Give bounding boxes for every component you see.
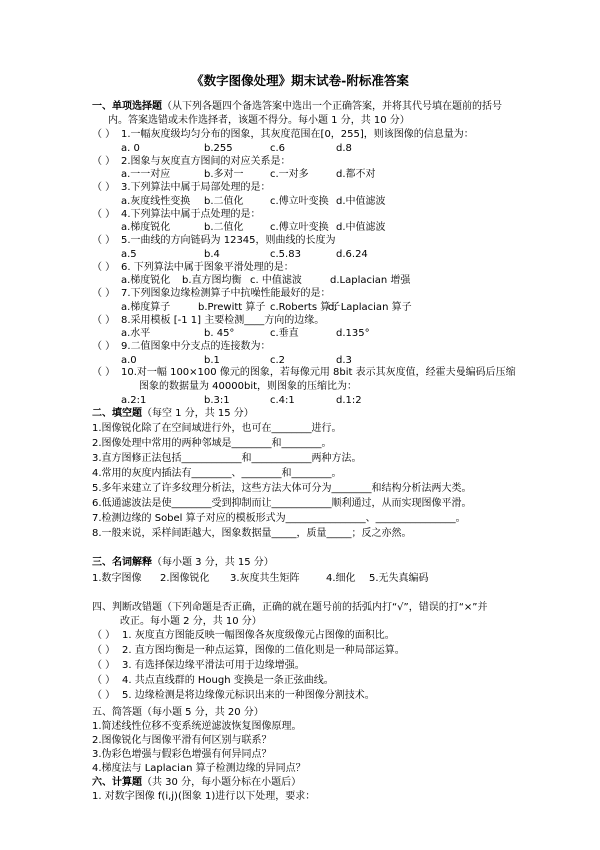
mcq-option: a.灰度线性变换 [121, 195, 191, 207]
term-2: 2.图像锐化 [160, 573, 210, 584]
fill-line-4: 4.常用的灰度内插法有________、________和________。 [92, 468, 342, 479]
mcq-question-text: 8.采用模板 [-1 1] 主要检测____方向的边缘。 [121, 314, 325, 326]
section-1-header [92, 100, 502, 114]
tf-answer-paren[interactable]: （ ） [92, 645, 116, 656]
mcq-option: d.135° [336, 328, 370, 339]
q10-option-c: c.4:1 [270, 395, 295, 406]
section-6-title: 六、计算题 [92, 777, 142, 788]
section-3-header [92, 556, 274, 570]
tf-answer-paren[interactable]: （ ） [92, 675, 116, 686]
short-answer-4: 4.梯度法与 Laplacian 算子检测边缘的异同点？ [92, 763, 306, 774]
section-6-header [92, 776, 301, 790]
section-2-desc: （每空 1 分，共 15 分） [142, 408, 254, 419]
mcq-option: a. 0 [121, 142, 140, 154]
mcq-option: b.1 [204, 354, 220, 366]
mcq-option: d.中值滤波 [336, 195, 386, 207]
fill-line-8: 8.一般来说，采样间距越大，图象数据量_____，质量_____；反之亦然。 [92, 528, 412, 539]
tf-answer-paren[interactable]: （ ） [92, 630, 116, 641]
section-4-desc-line2: 改正。每小题 2 分，共 10 分） [120, 616, 262, 627]
section-1-desc-line1: （从下列各题四个备选答案中选出一个正确答案，并将其代号填在题前的括号 [162, 101, 502, 112]
mcq-option: b.二值化 [204, 195, 244, 207]
tf-answer-paren[interactable]: （ ） [92, 690, 116, 701]
term-1: 1.数字图像 [92, 573, 142, 584]
section-4-desc-line1: （下列命题是否正确，正确的就在题号前的括弧内打“√”，错误的打“×”并 [162, 602, 488, 613]
tf-statement: 4. 共点直线群的 Hough 变换是一条正弦曲线。 [122, 675, 334, 686]
mcq-option: c.6 [270, 142, 286, 154]
q10-option-d: d.1:2 [336, 395, 362, 406]
short-answer-1: 1.简述线性位移不变系统逆滤波恢复图像原理。 [92, 721, 302, 732]
mcq-answer-paren[interactable]: （ ） [92, 182, 116, 193]
mcq-answer-paren[interactable]: （ ） [92, 155, 116, 167]
tf-statement: 2. 直方图均衡是一种点运算，图像的二值化则是一种局部运算。 [122, 645, 405, 656]
section-6-desc: （共 30 分，每小题分标在小题后） [142, 777, 302, 788]
mcq-option: b. 45° [204, 328, 235, 339]
mcq-option: d.8 [336, 142, 352, 154]
mcq-answer-paren[interactable]: （ ） [92, 341, 116, 352]
mcq-option: a.梯度算子 [121, 301, 171, 313]
mcq-answer-paren[interactable]: （ ） [92, 129, 116, 140]
mcq-question-text: 1.一幅灰度级均匀分布的图象，其灰度范围在[0，255]，则该图像的信息量为： [121, 129, 474, 140]
mcq-option: d.中值滤波 [336, 222, 386, 233]
section-2-header [92, 407, 254, 421]
q10-paren: （ ） [92, 367, 116, 378]
fill-line-2: 2.图像处理中常用的两种邻域是________和________。 [92, 438, 332, 449]
mcq-option: b.4 [204, 248, 220, 260]
term-4: 4.细化 [326, 573, 356, 584]
term-3: 3.灰度共生矩阵 [230, 573, 300, 584]
section-4-header [92, 601, 487, 615]
tf-statement: 3. 有选择保边缘平滑法可用于边缘增强。 [122, 660, 305, 671]
mcq-question-text: 6. 下列算法中属于图象平滑处理的是： [121, 261, 294, 273]
section-3-title: 三、名词解释 [92, 557, 152, 568]
mcq-answer-paren[interactable]: （ ） [92, 261, 116, 273]
section-1-desc-line2: 内。答案选错或未作选择者，该题不得分。每小题 1 分，共 10 分） [108, 115, 410, 126]
section-5-desc: （每小题 5 分，共 20 分） [142, 707, 264, 718]
section-5-title: 五、简答题 [92, 707, 142, 718]
mcq-option: c. 中值滤波 [250, 275, 302, 286]
tf-statement: 1. 灰度直方图能反映一幅图像各灰度级像元占图像的面积比。 [122, 630, 395, 641]
section-2-title: 二、填空题 [92, 408, 142, 419]
section-3-desc: （每小题 3 分，共 15 分） [152, 557, 274, 568]
section-1-title: 一、单项选择题 [92, 101, 162, 112]
mcq-option: d.都不对 [336, 169, 376, 180]
mcq-question-text: 9.二值图象中分支点的连接数为： [121, 341, 271, 352]
fill-line-5: 5.多年来建立了许多纹理分析法，这些方法大体可分为________和结构分析法两大类。 [92, 483, 472, 494]
mcq-answer-paren[interactable]: （ ） [92, 208, 116, 220]
mcq-option: b.二值化 [204, 222, 244, 233]
q10-line2: 图象的数据量为 40000bit，则图象的压缩比为： [139, 381, 358, 392]
mcq-option: a.梯度锐化 [121, 222, 171, 233]
mcq-option: d.Laplacian 增强 [330, 275, 411, 286]
mcq-option: a.5 [121, 248, 137, 260]
q10-option-b: b.3:1 [204, 395, 230, 406]
mcq-question-text: 3.下列算法中属于局部处理的是： [121, 182, 271, 193]
fill-line-1: 1.图像锐化除了在空间域进行外，也可在________进行。 [92, 423, 342, 434]
mcq-answer-paren[interactable]: （ ） [92, 235, 116, 246]
tf-statement: 5. 边缘检测是将边缘像元标识出来的一种图像分割技术。 [122, 690, 375, 701]
mcq-option: c.5.83 [270, 248, 301, 260]
mcq-option: d.6.24 [336, 248, 368, 260]
mcq-option: c.Roberts 算子 [270, 301, 341, 313]
term-5: 5.无失真编码 [369, 573, 429, 584]
calc-question-1: 1. 对数字图像 f(i,j)(图象 1)进行以下处理，要求： [92, 791, 316, 802]
mcq-option: a.水平 [121, 328, 151, 339]
mcq-option: c.2 [270, 354, 286, 366]
tf-answer-paren[interactable]: （ ） [92, 660, 116, 671]
mcq-option: a.梯度锐化 [121, 275, 171, 286]
fill-line-7: 7.检测边缘的 Sobel 算子对应的模板形式为________________、________________。 [92, 513, 466, 524]
mcq-option: c.一对多 [270, 169, 309, 180]
section-4-title: 四、判断改错题 [92, 602, 162, 613]
mcq-option: d.3 [336, 354, 352, 366]
fill-line-3: 3.直方图修正法包括____________和____________两种方法。 [92, 453, 362, 464]
mcq-option: b.直方图均衡 [182, 275, 242, 286]
mcq-answer-paren[interactable]: （ ） [92, 288, 116, 299]
page-title: 《数字图像处理》期末试卷-附标准答案 [191, 73, 409, 88]
short-answer-2: 2.图像锐化与图像平滑有何区别与联系？ [92, 735, 272, 746]
q10-option-a: a.2:1 [121, 395, 147, 406]
fill-line-6: 6.低通滤波法是使________受到抑制而让____________顺利通过，从而实现图像平滑。 [92, 498, 472, 509]
section-5-header [92, 706, 264, 720]
mcq-option: a.一一对应 [121, 169, 171, 180]
mcq-answer-paren[interactable]: （ ） [92, 314, 116, 326]
mcq-question-text: 2.图象与灰度直方图间的对应关系是： [121, 155, 291, 167]
mcq-question-text: 4.下列算法中属于点处理的是： [121, 208, 261, 220]
mcq-option: c.垂直 [270, 328, 299, 339]
mcq-option: d. Laplacian 算子 [328, 301, 412, 313]
mcq-option: b.255 [204, 142, 233, 154]
mcq-question-text: 5.一曲线的方向链码为 12345，则曲线的长度为 [121, 235, 336, 246]
mcq-option: c.傅立叶变换 [270, 222, 329, 233]
mcq-option: b.Prewitt 算子 [198, 301, 266, 313]
q10-line1: 10.对一幅 100×100 像元的图象，若每像元用 8bit 表示其灰度值，经霍夫曼编码后压缩 [121, 367, 516, 378]
mcq-option: c.傅立叶变换 [270, 195, 329, 207]
mcq-option: a.0 [121, 354, 137, 366]
short-answer-3: 3.伪彩色增强与假彩色增强有何异同点？ [92, 749, 272, 760]
mcq-option: b.多对一 [204, 169, 244, 180]
mcq-question-text: 7.下列图象边缘检测算子中抗噪性能最好的是： [121, 288, 331, 299]
